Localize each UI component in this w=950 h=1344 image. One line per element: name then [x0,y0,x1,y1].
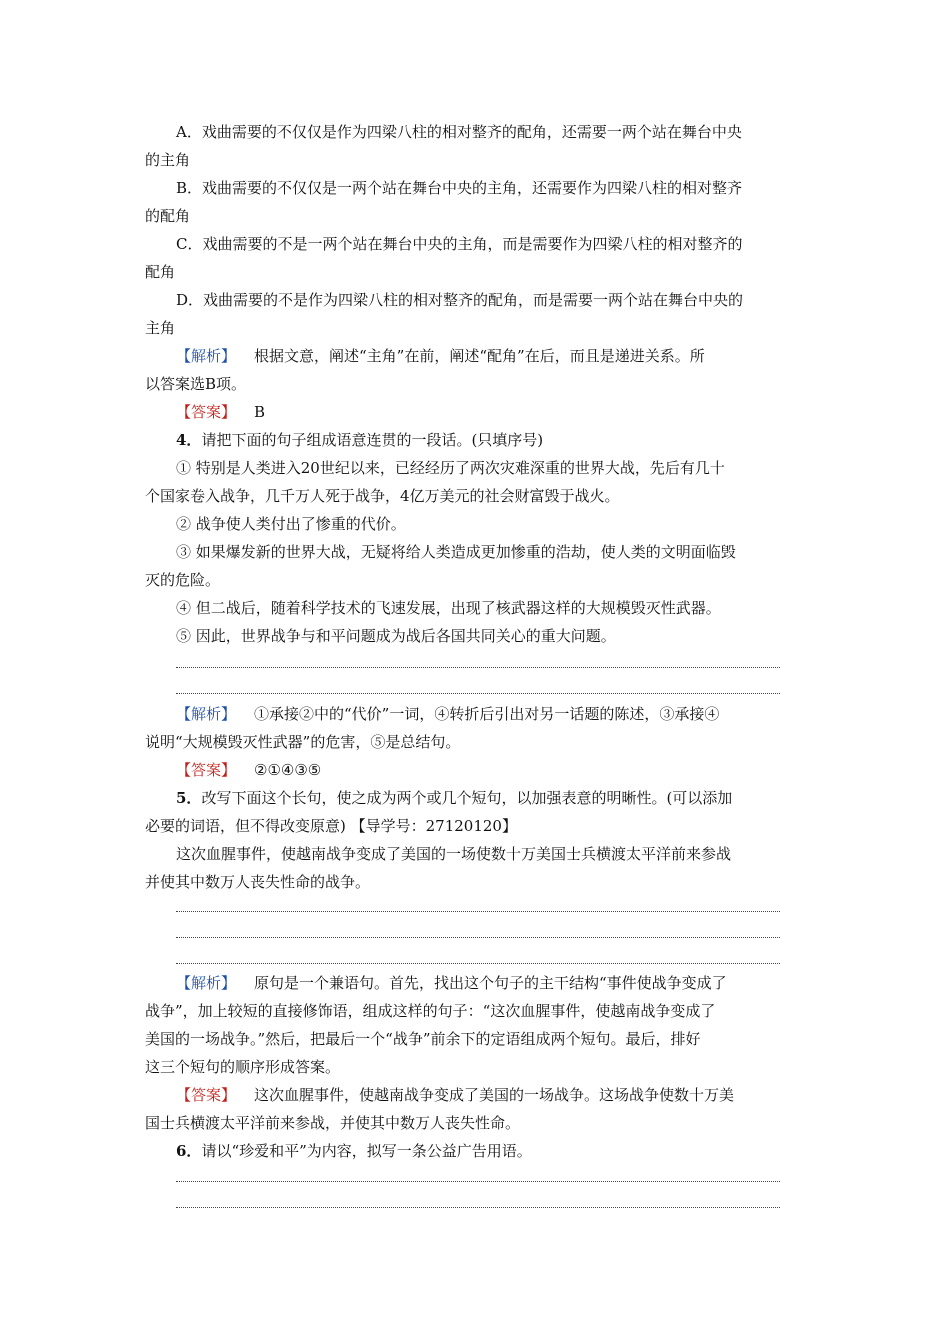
answer-tag: 【答案】 [176,403,237,421]
question-number: 6． [176,1142,202,1160]
q4-analysis-line2: 说明“大规模毁灭性武器”的危害，⑤是总结句。 [145,733,461,751]
option-b-line2: 的配角 [145,207,191,225]
analysis-text: 原句是一个兼语句。首先，找出这个句子的主干结构“事件使战争变成了 [254,974,727,992]
q4-answer-line-1 [176,667,780,668]
answer-tag: 【答案】 [176,1086,237,1104]
q5-answer-line-1 [176,911,780,912]
q4-sentence-2: ② 战争使人类付出了惨重的代价。 [176,515,406,533]
q5-answer-line-3 [176,963,780,964]
option-a-line2: 的主角 [145,151,191,169]
q5-answer-line2: 国士兵横渡太平洋前来参战，并使其中数万人丧失性命。 [145,1114,521,1132]
q5-sentence-line1: 这次血腥事件，使越南战争变成了美国的一场使数十万美国士兵横渡太平洋前来参战 [176,845,732,863]
q5-sentence-line2: 并使其中数万人丧失性命的战争。 [145,873,371,891]
q4-sentence-1a: ① 特别是人类进入20世纪以来，已经经历了两次灾难深重的世界大战，先后有几十 [176,459,725,477]
q4-sentence-3a: ③ 如果爆发新的世界大战，无疑将给人类造成更加惨重的浩劫，使人类的文明面临毁 [176,543,736,561]
answer-value: B [254,403,266,421]
q5-answer-line1 [176,1085,810,1105]
analysis-tag: 【解析】 [176,974,237,992]
q3-analysis-line2: 以答案选B项。 [145,375,247,393]
q4-answer-line [176,760,810,780]
question-number: 5． [176,789,202,807]
q6-answer-line-1 [176,1181,780,1182]
analysis-tag: 【解析】 [176,705,237,723]
option-a-line1: A．戏曲需要的不仅仅是作为四梁八柱的相对整齐的配角，还需要一两个站在舞台中央 [176,123,742,141]
analysis-text: 根据文意，阐述“主角”在前，阐述“配角”在后，而且是递进关系。所 [254,347,705,365]
analysis-tag: 【解析】 [176,347,237,365]
q5-analysis-line3: 美国的一场战争。”然后，把最后一个“战争”前余下的定语组成两个短句。最后，排好 [145,1030,701,1048]
q4-sentence-4: ④ 但二战后，随着科学技术的飞速发展，出现了核武器这样的大规模毁灭性武器。 [176,599,721,617]
option-c-line1: C．戏曲需要的不是一两个站在舞台中央的主角，而是需要作为四梁八柱的相对整齐的 [176,235,743,253]
q5-prompt-line2: 必要的词语，但不得改变原意) 【导学号：27120120】 [145,817,517,835]
q3-answer-line [176,402,810,422]
q5-analysis-line4: 这三个短句的顺序形成答案。 [145,1058,341,1076]
q4-sentence-5: ⑤ 因此，世界战争与和平问题成为战后各国共同关心的重大问题。 [176,627,616,645]
question-prompt: 改写下面这个长句，使之成为两个或几个短句，以加强表意的明晰性。(可以添加 [201,789,733,807]
option-c-line2: 配角 [145,263,176,281]
question-number: 4． [176,431,202,449]
option-d-line2: 主角 [145,319,176,337]
q5-analysis-line2: 战争”，加上较短的直接修饰语，组成这样的句子：“这次血腥事件，使越南战争变成了 [145,1002,716,1020]
answer-value: 这次血腥事件，使越南战争变成了美国的一场战争。这场战争使数十万美 [254,1086,735,1104]
q5-prompt-line1 [176,788,810,808]
q6-prompt [176,1141,810,1161]
q4-sentence-1b: 个国家卷入战争，几千万人死于战争，4亿万美元的社会财富毁于战火。 [145,487,620,505]
q5-analysis-line1 [176,973,810,993]
answer-tag: 【答案】 [176,761,237,779]
option-b-line1: B．戏曲需要的不仅仅是一两个站在舞台中央的主角，还需要作为四梁八柱的相对整齐 [176,179,743,197]
q4-prompt [176,430,810,450]
question-prompt: 请以“珍爱和平”为内容，拟写一条公益广告用语。 [201,1142,532,1160]
q6-answer-line-2 [176,1207,780,1208]
q5-answer-line-2 [176,937,780,938]
q4-sentence-3b: 灭的危险。 [145,571,221,589]
answer-value: ②①④③⑤ [254,761,322,779]
question-prompt: 请把下面的句子组成语意连贯的一段话。(只填序号) [201,431,544,449]
q3-analysis-line1 [176,346,810,366]
q4-answer-line-2 [176,693,780,694]
analysis-text: ①承接②中的“代价”一词，④转折后引出对另一话题的陈述，③承接④ [254,705,720,723]
q4-analysis-line1 [176,704,810,724]
option-d-line1: D．戏曲需要的不是作为四梁八柱的相对整齐的配角，而是需要一两个站在舞台中央的 [176,291,744,309]
